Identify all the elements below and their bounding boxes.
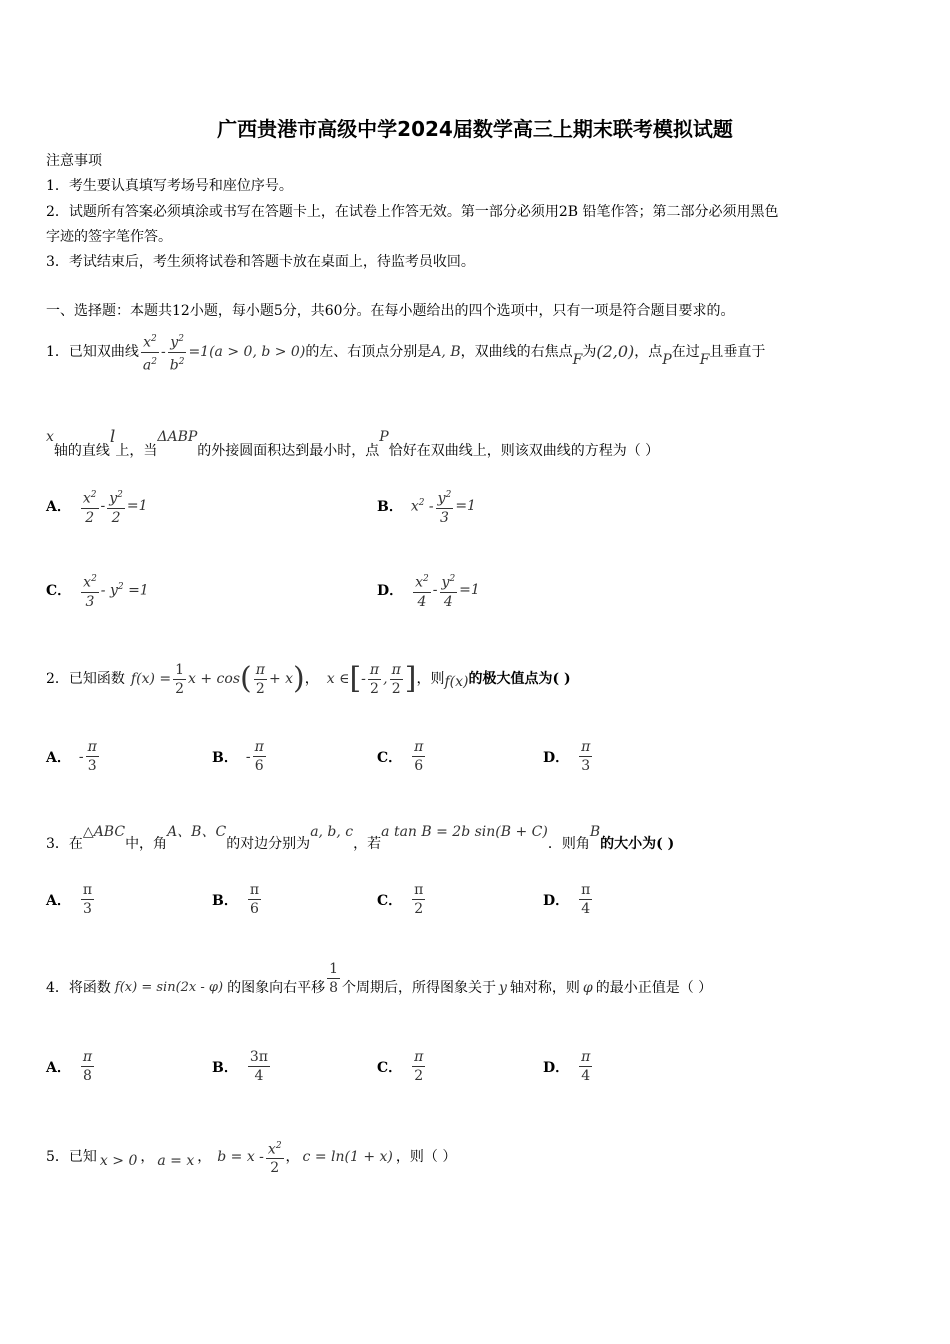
- q1-point-p-2: P: [379, 429, 389, 445]
- notice-item-2: 2．试题所有答案必须填涂或书写在答题卡上，在试卷上作答无效。第一部分必须用2B 铅笔作答；第二部分必须用黑色: [46, 204, 779, 220]
- q1-text-7: 且垂直于: [709, 344, 766, 360]
- q3-option-d[interactable]: D． $\frac{\pi}{4}$: [543, 882, 591, 917]
- q1-text-11: 恰好在双曲线上，则该双曲线的方程为（ ）: [388, 443, 660, 459]
- q2-option-a[interactable]: A． - $\frac{\pi}{3}$: [46, 739, 97, 774]
- q4-option-a[interactable]: A． $\frac{\pi}{8}$: [46, 1049, 93, 1084]
- q1-text-8: 轴的直线: [53, 443, 110, 459]
- q1-vertices: A, B: [431, 344, 461, 360]
- notice-item-1: 1．考生要认真填写考场号和座位序号。: [46, 178, 293, 194]
- q1-text-5: ，点: [634, 344, 663, 360]
- section-heading: 一、选择题：本题共12小题，每小题5分，共60分。在每小题给出的四个选项中，只有一项是符合题目要求的。: [46, 303, 735, 319]
- q2-option-d[interactable]: D． $\frac{\pi}{3}$: [543, 739, 591, 774]
- q1-text-2: 的左、右顶点分别是: [305, 344, 432, 360]
- q1-coord: (2,0): [596, 342, 635, 361]
- q1-focus: F: [572, 352, 583, 368]
- page-title: 广西贵港市高级中学2024届数学高三上期末联考模拟试题: [217, 117, 733, 141]
- question-5: 5．已知 x > 0 ， a = x ， b = x - $\frac{x^2}{2}$ ， c = ln(1 + x) ，则（ ）: [46, 1130, 456, 1184]
- question-4: 4．将函数 f(x) = sin(2x - φ) 的图象向右平移 $\frac{1}{8}$ 个周期后，所得图象关于 y 轴对称，则 φ 的最小正值是（ ）: [46, 960, 713, 996]
- q1-condition: (a > 0, b > 0): [209, 344, 306, 360]
- q1-text-10: 的外接圆面积达到最小时，点: [197, 443, 380, 459]
- q4-option-c[interactable]: C． $\frac{\pi}{2}$: [377, 1049, 424, 1084]
- q1-text-4: 为: [582, 344, 597, 360]
- q1-option-d[interactable]: D． $\frac{x^2}{4}$ - $\frac{y^2}{4}$ =1: [377, 570, 480, 611]
- q2-option-c[interactable]: C． $\frac{\pi}{6}$: [377, 739, 424, 774]
- q1-text-1: 1．已知双曲线: [46, 344, 139, 360]
- question-1-line-2: [46, 425, 659, 461]
- q1-x-axis: x: [46, 429, 54, 445]
- q3-option-c[interactable]: C． $\frac{\pi}{2}$: [377, 882, 424, 917]
- q4-option-b[interactable]: B． $\frac{3\pi}{4}$: [212, 1049, 268, 1084]
- notice-item-2-cont: 字迹的签字笔作答。: [46, 229, 172, 245]
- q1-option-b[interactable]: B． $x^2$ - $\frac{y^2}{3}$ =1: [377, 486, 476, 527]
- question-3: 3．在 △ABC 中，角 A、B、C 的对边分别为 a, b, c ，若 a tan B = 2b sin(B + C) ．则角 B 的大小为( ): [46, 824, 675, 852]
- q3-option-a[interactable]: A． $\frac{\pi}{3}$: [46, 882, 93, 917]
- q1-line-l: l: [109, 427, 116, 447]
- q2-option-b[interactable]: B． - $\frac{\pi}{6}$: [212, 739, 264, 774]
- notice-item-3: 3．考试结束后，考生须将试卷和答题卡放在桌面上，待监考员收回。: [46, 254, 475, 270]
- q4-option-d[interactable]: D． $\frac{\pi}{4}$: [543, 1049, 591, 1084]
- question-1-line-1: 1．已知双曲线 $\frac{x^2}{a^2}$ - $\frac{y^2}{b^2}$ =1 (a > 0, b > 0) 的左、右顶点分别是 A, B ，双曲线的右焦点 F 为 (2,0) ，点 P 在过 F 且垂直于: [46, 326, 765, 378]
- q3-option-b[interactable]: B． $\frac{\pi}{6}$: [212, 882, 260, 917]
- q1-option-a[interactable]: A． $\frac{x^2}{2}$ - $\frac{y^2}{2}$ =1: [46, 486, 148, 527]
- q1-text-6: 在过: [671, 344, 700, 360]
- notice-heading: 注意事项: [46, 153, 102, 169]
- q1-text-9: 上，当: [115, 443, 158, 459]
- q1-option-c[interactable]: C． $\frac{x^2}{3}$ - $y^2 =1$: [46, 570, 149, 611]
- q1-point-p: P: [662, 352, 672, 368]
- question-2: 2．已知函数 f(x) = $\frac{1}{2}$ x + cos ( $\frac{\pi}{2}$ + x ) ， x ∈ [ - $\frac{\pi}{2}$ , $\frac{\pi}{2}$ ] ，则 f(x) 的极大值点为( ): [46, 661, 571, 697]
- q1-triangle: ΔABP: [157, 429, 198, 445]
- q1-frac-y2-b2: $\frac{y^2}{b^2}$: [168, 330, 187, 374]
- q1-frac-x2-a2: $\frac{x^2}{a^2}$: [141, 330, 159, 374]
- q1-focus-2: F: [699, 352, 710, 368]
- q1-eq: =1: [188, 344, 210, 360]
- q1-text-3: ，双曲线的右焦点: [460, 344, 573, 360]
